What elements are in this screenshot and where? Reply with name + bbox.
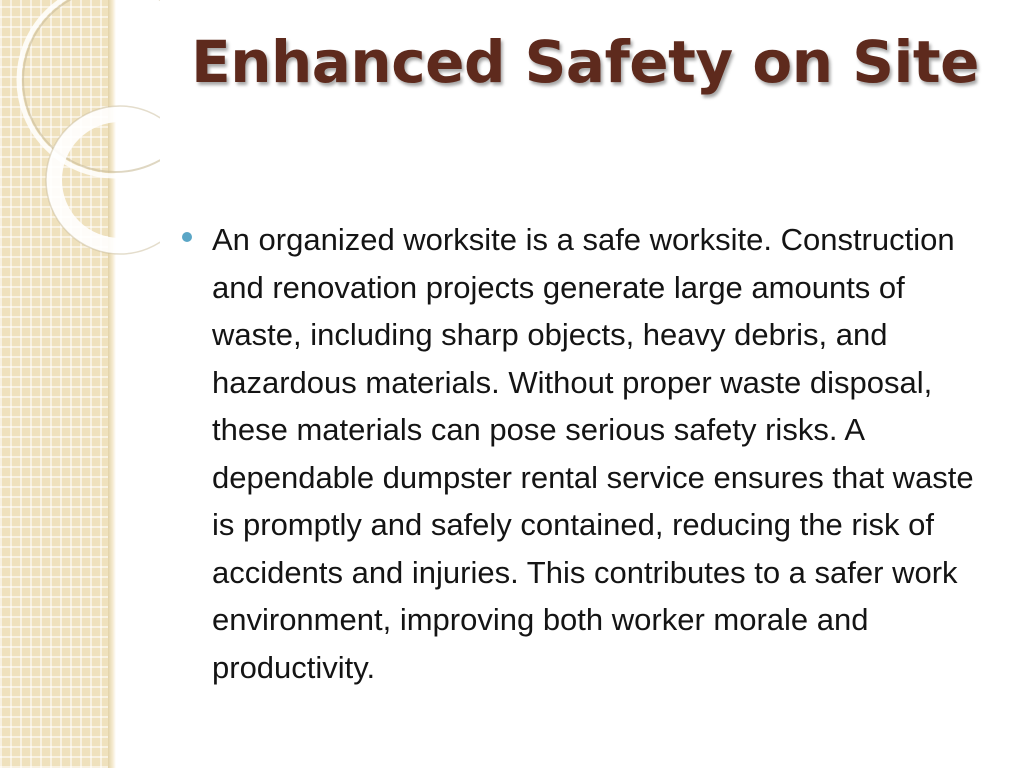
bullet-text: An organized worksite is a safe worksite. Construction and renovation projects generate large amounts of waste, including sharp objects, heavy debris, and hazardous materials. Without proper waste disposal, these materials can pose serious safety risks. A dependable dumpster rental service ensures that waste is promptly and safely contained, reducing the risk of accidents and injuries. This contributes to a safer work environment, improving both worker morale and productivity.	[212, 222, 974, 685]
slide-title: Enhanced Safety on Site	[191, 28, 979, 96]
rings-decoration-icon	[0, 0, 160, 260]
bullet-dot-icon	[182, 232, 192, 242]
bullet-item	[182, 216, 982, 691]
slide-body	[182, 216, 982, 691]
